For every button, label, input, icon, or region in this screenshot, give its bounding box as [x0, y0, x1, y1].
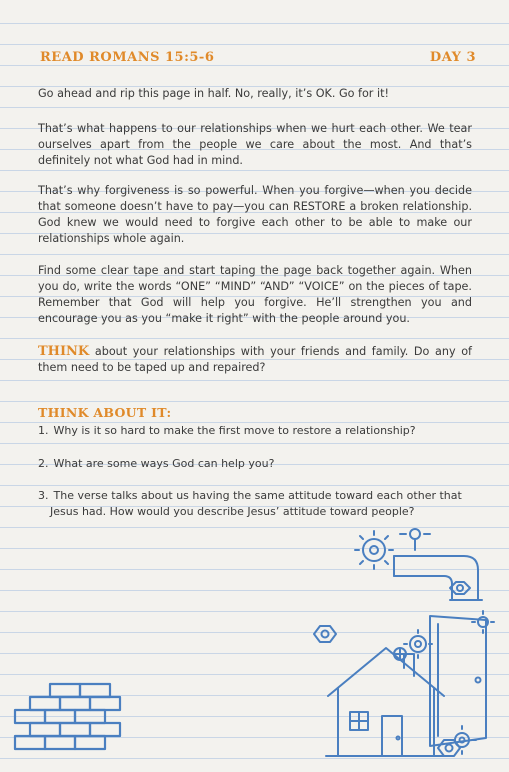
- question-text: Why is it so hard to make the first move to restore a relationship?: [53, 424, 416, 437]
- house-faucet-gears-illustration: [290, 520, 504, 772]
- think-text: about your relationships with your friends and family. Do any of them need to be taped up and repaired?: [38, 345, 472, 374]
- question-1: [38, 423, 474, 439]
- day-label: DAY 3: [429, 50, 476, 65]
- brick-wall-illustration: [10, 680, 130, 760]
- question-text: The verse talks about us having the same attitude toward each other that: [53, 489, 462, 502]
- question-text: What are some ways God can help you?: [53, 457, 275, 470]
- scripture-reference: READ ROMANS 15:5-6: [40, 50, 215, 65]
- question-number: 2.: [38, 457, 49, 470]
- paragraph-4: Find some clear tape and start taping the page back together again. When you do, write the words “ONE” “MIND” “AND” “VOICE” on the pieces of tape. Remember that God will help you forgive. He’ll strengthen you and encourage you as you “make it right” with the people around you.: [38, 264, 472, 325]
- think-keyword: THINK: [38, 344, 90, 359]
- question-number: 1.: [38, 424, 49, 437]
- paragraph-2: That’s what happens to our relationships when we hurt each other. We tear ourselves apart from the people we care about the most. And that’s definitely not what God had in mind.: [38, 122, 472, 167]
- paragraph-3: That’s why forgiveness is so powerful. When you forgive—when you decide that someone doesn’t have to pay—you can RESTORE a broken relationship. God knew we would need to forgive each other to be able to make our relationships whole again.: [38, 184, 472, 245]
- paragraph-1: Go ahead and rip this page in half. No, really, it’s OK. Go for it!: [38, 87, 389, 100]
- question-text-continued: Jesus had. How would you describe Jesus’ attitude toward people?: [50, 505, 415, 518]
- question-3: [38, 488, 474, 520]
- page-header: [40, 50, 476, 70]
- think-about-it-heading: THINK ABOUT IT:: [38, 405, 172, 420]
- think-paragraph: [38, 344, 472, 376]
- question-number: 3.: [38, 489, 49, 502]
- question-2: [38, 456, 474, 472]
